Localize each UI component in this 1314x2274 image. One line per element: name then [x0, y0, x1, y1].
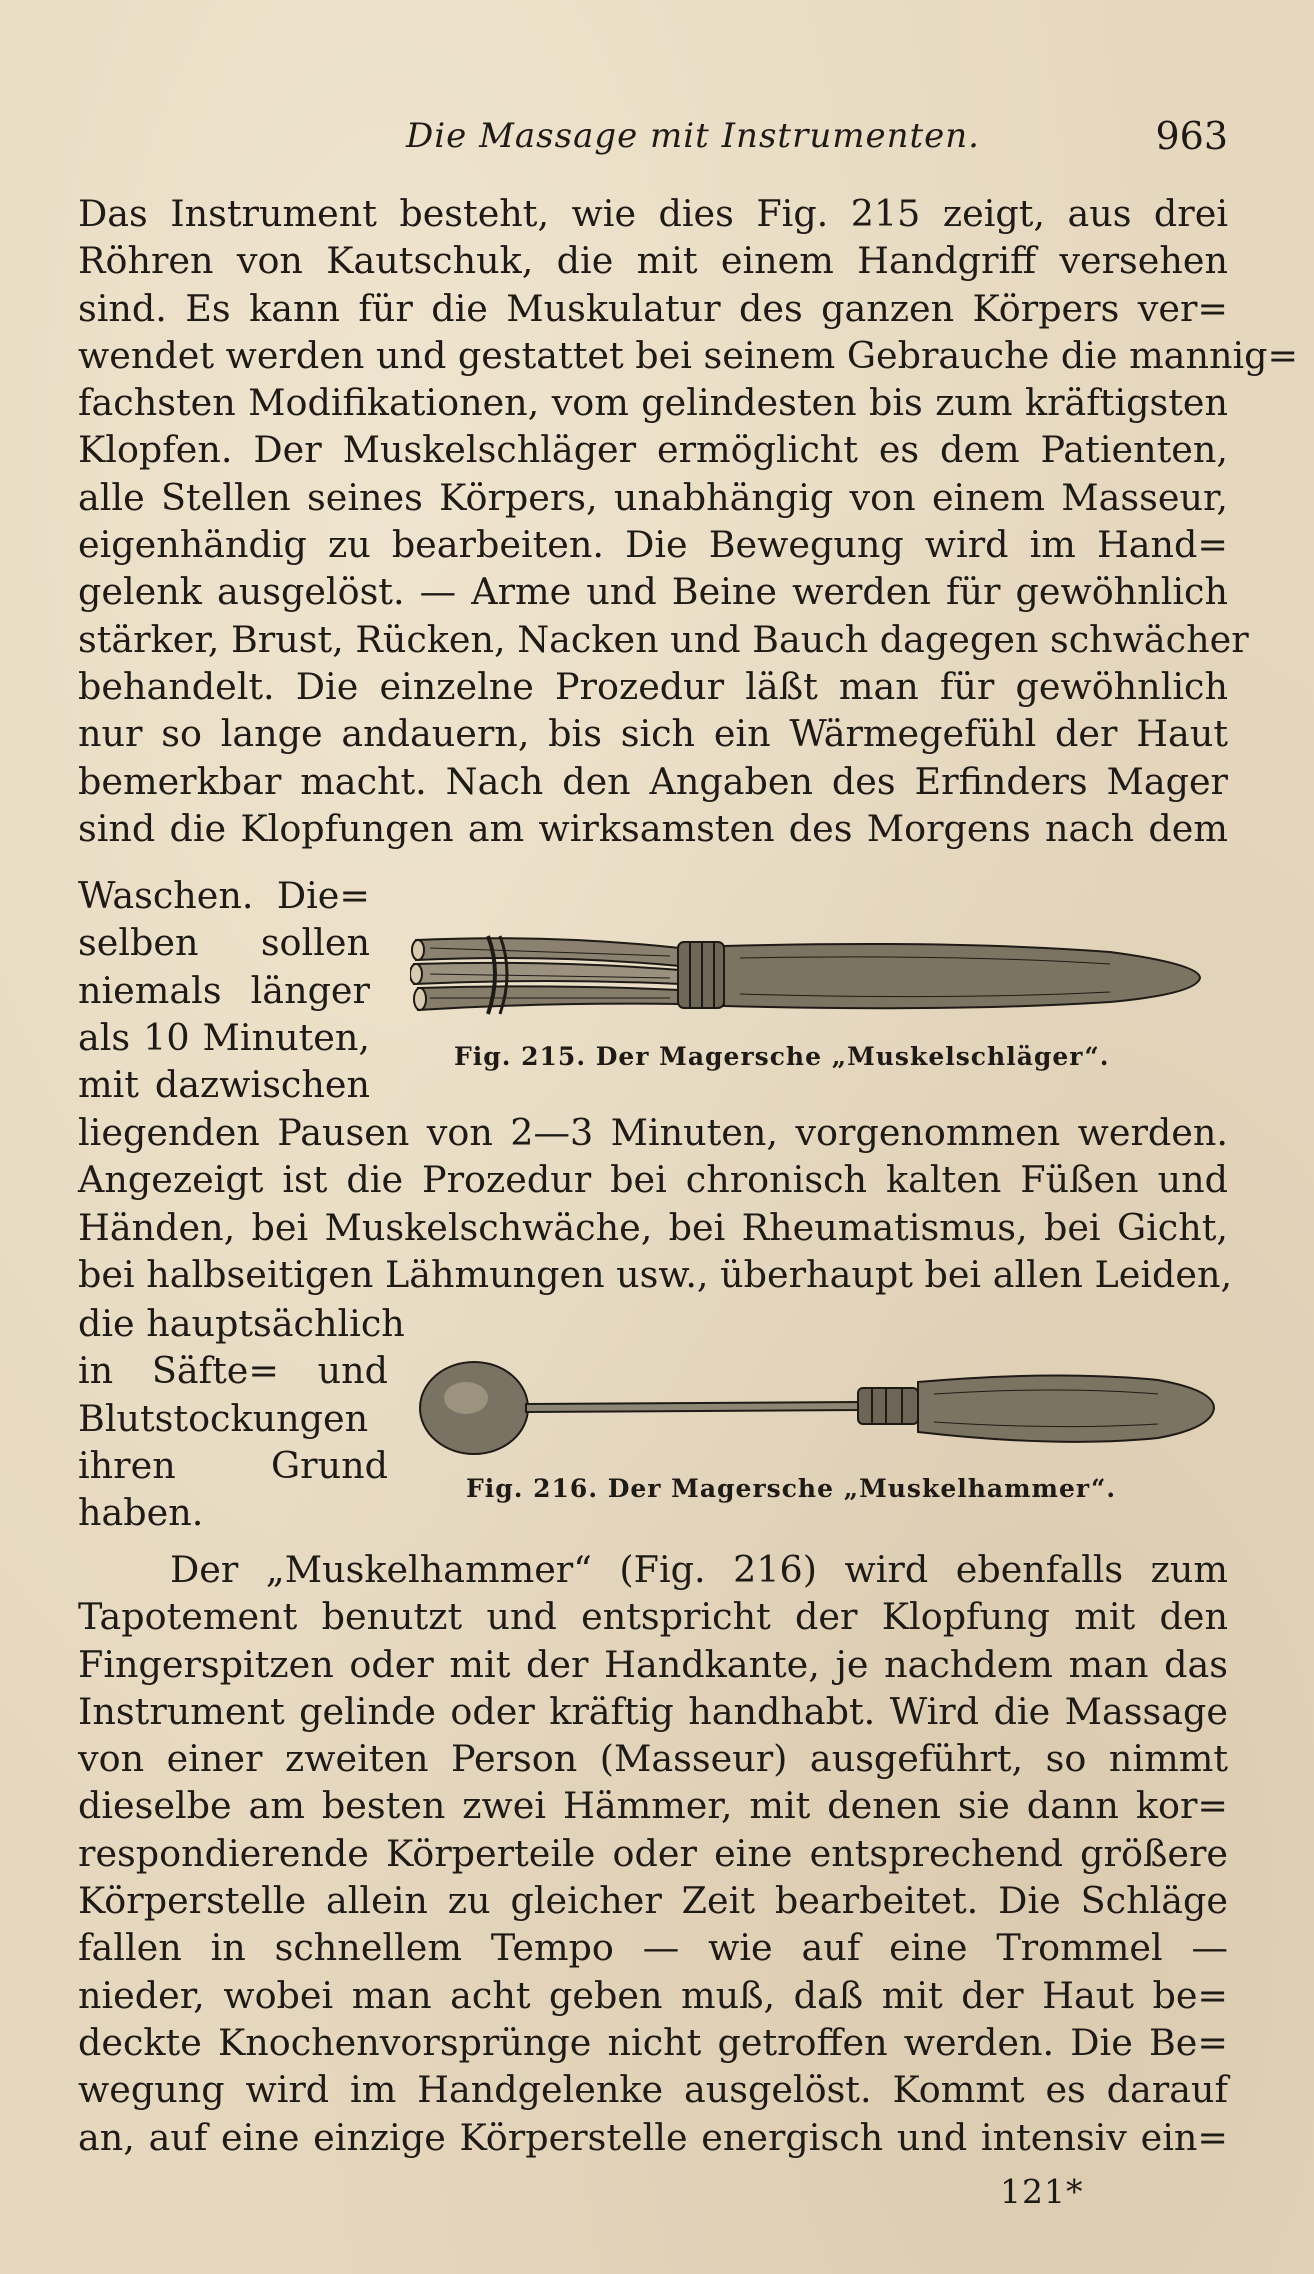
text-line: sind die Klopfungen am wirksamsten des Morgens nach dem [78, 806, 1228, 850]
text-line: bei halbseitigen Lähmungen usw., überhaupt bei allen Leiden, [78, 1252, 1233, 1296]
paragraph-1-continued [78, 1109, 1233, 1298]
muskelhammer-illustration [418, 1352, 1218, 1462]
page-number: 963 [1155, 114, 1228, 158]
paragraph-2 [78, 1546, 1228, 2161]
text-line: bemerkbar macht. Nach den Angaben des Erfinders Mager [78, 759, 1228, 803]
side-text-2 [78, 1300, 405, 1536]
text-line: stärker, Brust, Rücken, Nacken und Bauch dagegen schwächer [78, 617, 1249, 661]
text-line: respondierende Körperteile oder eine entsprechend größere [78, 1831, 1228, 1875]
text-line: Fingerspitzen oder mit der Handkante, je nachdem man das [78, 1642, 1228, 1686]
text-line: wegung wird im Handgelenke ausgelöst. Kommt es darauf [78, 2068, 1228, 2112]
text-line: Der „Muskelhammer“ (Fig. 216) wird ebenfalls zum [170, 1548, 1228, 1591]
text-line: eigenhändig zu bearbeiten. Die Bewegung wird im Hand= [78, 523, 1228, 567]
text-line: fachsten Modifikationen, vom gelindesten bis zum kräftigsten [78, 381, 1228, 425]
text-line: liegenden Pausen von 2—3 Minuten, vorgenommen werden. [78, 1111, 1228, 1154]
text-line: von einer zweiten Person (Masseur) ausgeführt, so nimmt [78, 1737, 1228, 1781]
text-line: die hauptsächlich [78, 1302, 405, 1345]
side-text-1 [78, 872, 370, 1108]
figure-215 [410, 918, 1210, 1028]
text-line: nieder, wobei man acht geben muß, daß mit der Haut be= [78, 1973, 1228, 2017]
text-line: dieselbe am besten zwei Hämmer, mit denen sie dann kor= [78, 1784, 1228, 1828]
text-line: Blutstockungen [78, 1396, 369, 1440]
text-line: niemals länger [78, 968, 370, 1012]
text-line: als 10 Minuten, [78, 1015, 370, 1059]
text-line: Das Instrument besteht, wie dies Fig. 215 zeigt, aus drei [78, 192, 1228, 235]
sheet-signature: 121* [1000, 2172, 1084, 2211]
text-line: wendet werden und gestattet bei seinem Gebrauche die mannig= [78, 333, 1299, 377]
caption-figure-216: Fig. 216. Der Magersche „Muskelhammer“. [466, 1474, 1117, 1503]
text-line: deckte Knochenvorsprünge nicht getroffen werden. Die Be= [78, 2020, 1228, 2064]
text-line: Instrument gelinde oder kräftig handhabt. Wird die Massage [78, 1689, 1228, 1733]
text-line: fallen in schnellem Tempo — wie auf eine Trommel — [78, 1926, 1228, 1970]
text-line: gelenk ausgelöst. — Arme und Beine werden für gewöhnlich [78, 570, 1228, 614]
text-line: Händen, bei Muskelschwäche, bei Rheumatismus, bei Gicht, [78, 1205, 1228, 1249]
text-line: Angezeigt ist die Prozedur bei chronisch kalten Füßen und [78, 1158, 1228, 1202]
text-line: ihren Grund [78, 1443, 388, 1487]
figure-216 [418, 1352, 1218, 1462]
text-line: Tapotement benutzt und entspricht der Klopfung mit den [78, 1595, 1228, 1639]
text-line: Klopfen. Der Muskelschläger ermöglicht es dem Patienten, [78, 428, 1228, 472]
muskelschlaeger-illustration [410, 918, 1210, 1028]
text-line: Röhren von Kautschuk, die mit einem Handgriff versehen [78, 239, 1228, 283]
text-line: behandelt. Die einzelne Prozedur läßt man für gewöhnlich [78, 664, 1228, 708]
paragraph-1 [78, 190, 1299, 852]
text-line: nur so lange andauern, bis sich ein Wärmegefühl der Haut [78, 712, 1228, 756]
text-line: selben sollen [78, 921, 370, 965]
caption-figure-215: Fig. 215. Der Magersche „Muskelschläger“. [454, 1042, 1110, 1071]
text-line: alle Stellen seines Körpers, unabhängig von einem Masseur, [78, 475, 1228, 519]
text-line: in Säfte= und [78, 1349, 388, 1393]
text-line: haben. [78, 1491, 204, 1535]
running-title: Die Massage mit Instrumenten. [406, 116, 980, 156]
text-line: sind. Es kann für die Muskulatur des ganzen Körpers ver= [78, 286, 1228, 330]
running-head [78, 108, 1228, 164]
text-line: Waschen. Die= [78, 874, 370, 917]
text-line: mit dazwischen [78, 1063, 370, 1107]
text-line: Körperstelle allein zu gleicher Zeit bearbeitet. Die Schläge [78, 1879, 1228, 1923]
text-line: an, auf eine einzige Körperstelle energisch und intensiv ein= [78, 2115, 1228, 2159]
